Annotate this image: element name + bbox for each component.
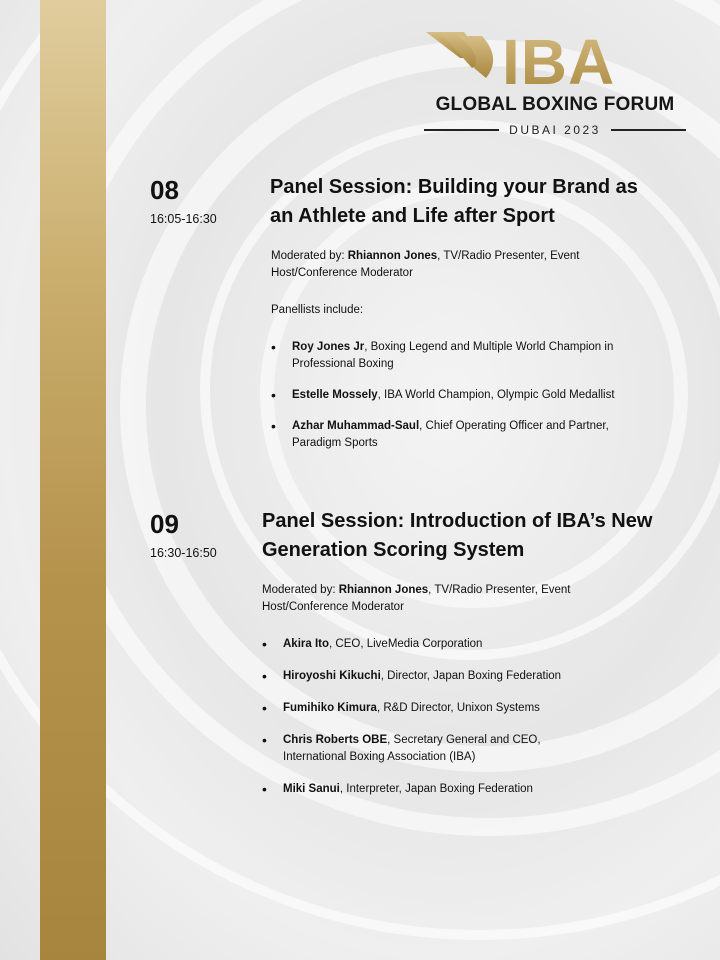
divider-right [611, 129, 686, 131]
gold-side-bar [40, 0, 106, 960]
list-item [262, 732, 582, 766]
session-title [262, 507, 702, 565]
session-number: 08 [150, 175, 179, 205]
moderated-by-label: Moderated by: [262, 584, 339, 596]
divider-left [424, 129, 499, 131]
panellist-role: , Director, Japan Boxing Federation [380, 670, 562, 682]
panellist-role: , Interpreter, Japan Boxing Federation [339, 783, 533, 795]
moderator-name: Rhiannon Jones [338, 584, 429, 596]
panellist-role: , R&D Director, Unixon Systems [376, 702, 540, 714]
session-title [270, 173, 690, 231]
forum-title: GLOBAL BOXING FORUM [435, 94, 675, 115]
panellist-role: , IBA World Champion, Olympic Gold Medallist [377, 389, 615, 401]
panellist-name: Hiroyoshi Kikuchi [283, 670, 381, 682]
svg-text:IBA: IBA [502, 28, 616, 90]
panellist-role: , Boxing Legend and Multiple World Champion in Professional Boxing [292, 341, 614, 370]
panellist-name: Akira Ito [283, 638, 330, 650]
iba-logo [424, 28, 686, 137]
event-location-year: DUBAI 2023 [509, 123, 601, 137]
session-number: 09 [150, 509, 179, 539]
list-item [271, 387, 621, 404]
session-title-line-2: an Athlete and Life after Sport [270, 205, 555, 227]
event-location-row [424, 122, 686, 138]
moderator-role: , TV/Radio Presenter, Event Host/Conference Moderator [271, 250, 580, 279]
panellist-name: Chris Roberts OBE [283, 734, 388, 746]
list-item [262, 700, 582, 717]
moderator-role: , TV/Radio Presenter, Event Host/Conference Moderator [262, 584, 571, 613]
moderated-by-label: Moderated by: [271, 250, 348, 262]
session-title-line-1: Panel Session: Introduction of IBA’s New [262, 510, 653, 532]
moderator-name: Rhiannon Jones [347, 250, 438, 262]
moderator-line [271, 248, 611, 282]
panellist-role: , CEO, LiveMedia Corporation [329, 638, 483, 650]
panellist-name: Roy Jones Jr [292, 341, 365, 353]
panellist-role: , Chief Operating Officer and Partner, Paradigm Sports [292, 420, 609, 449]
list-item [271, 418, 621, 452]
panellist-name: Miki Sanui [283, 783, 340, 795]
list-item [262, 668, 582, 685]
list-item [262, 781, 582, 798]
panellist-name: Estelle Mossely [292, 389, 378, 401]
session-time: 16:30-16:50 [150, 546, 217, 560]
panellist-list [262, 636, 582, 798]
iba-wing-logo-icon [424, 28, 686, 90]
moderator-line [262, 582, 602, 616]
panellists-heading: Panellists include: [271, 304, 364, 316]
list-item [262, 636, 582, 653]
session-title-line-1: Panel Session: Building your Brand as [270, 176, 638, 198]
session-title-line-2: Generation Scoring System [262, 539, 525, 561]
panellist-role: , Secretary General and CEO, International Boxing Association (IBA) [283, 734, 541, 763]
panellist-name: Fumihiko Kimura [283, 702, 377, 714]
panellist-list [271, 339, 621, 452]
list-item [271, 339, 621, 373]
session-time: 16:05-16:30 [150, 212, 217, 226]
panellist-name: Azhar Muhammad-Saul [292, 420, 420, 432]
